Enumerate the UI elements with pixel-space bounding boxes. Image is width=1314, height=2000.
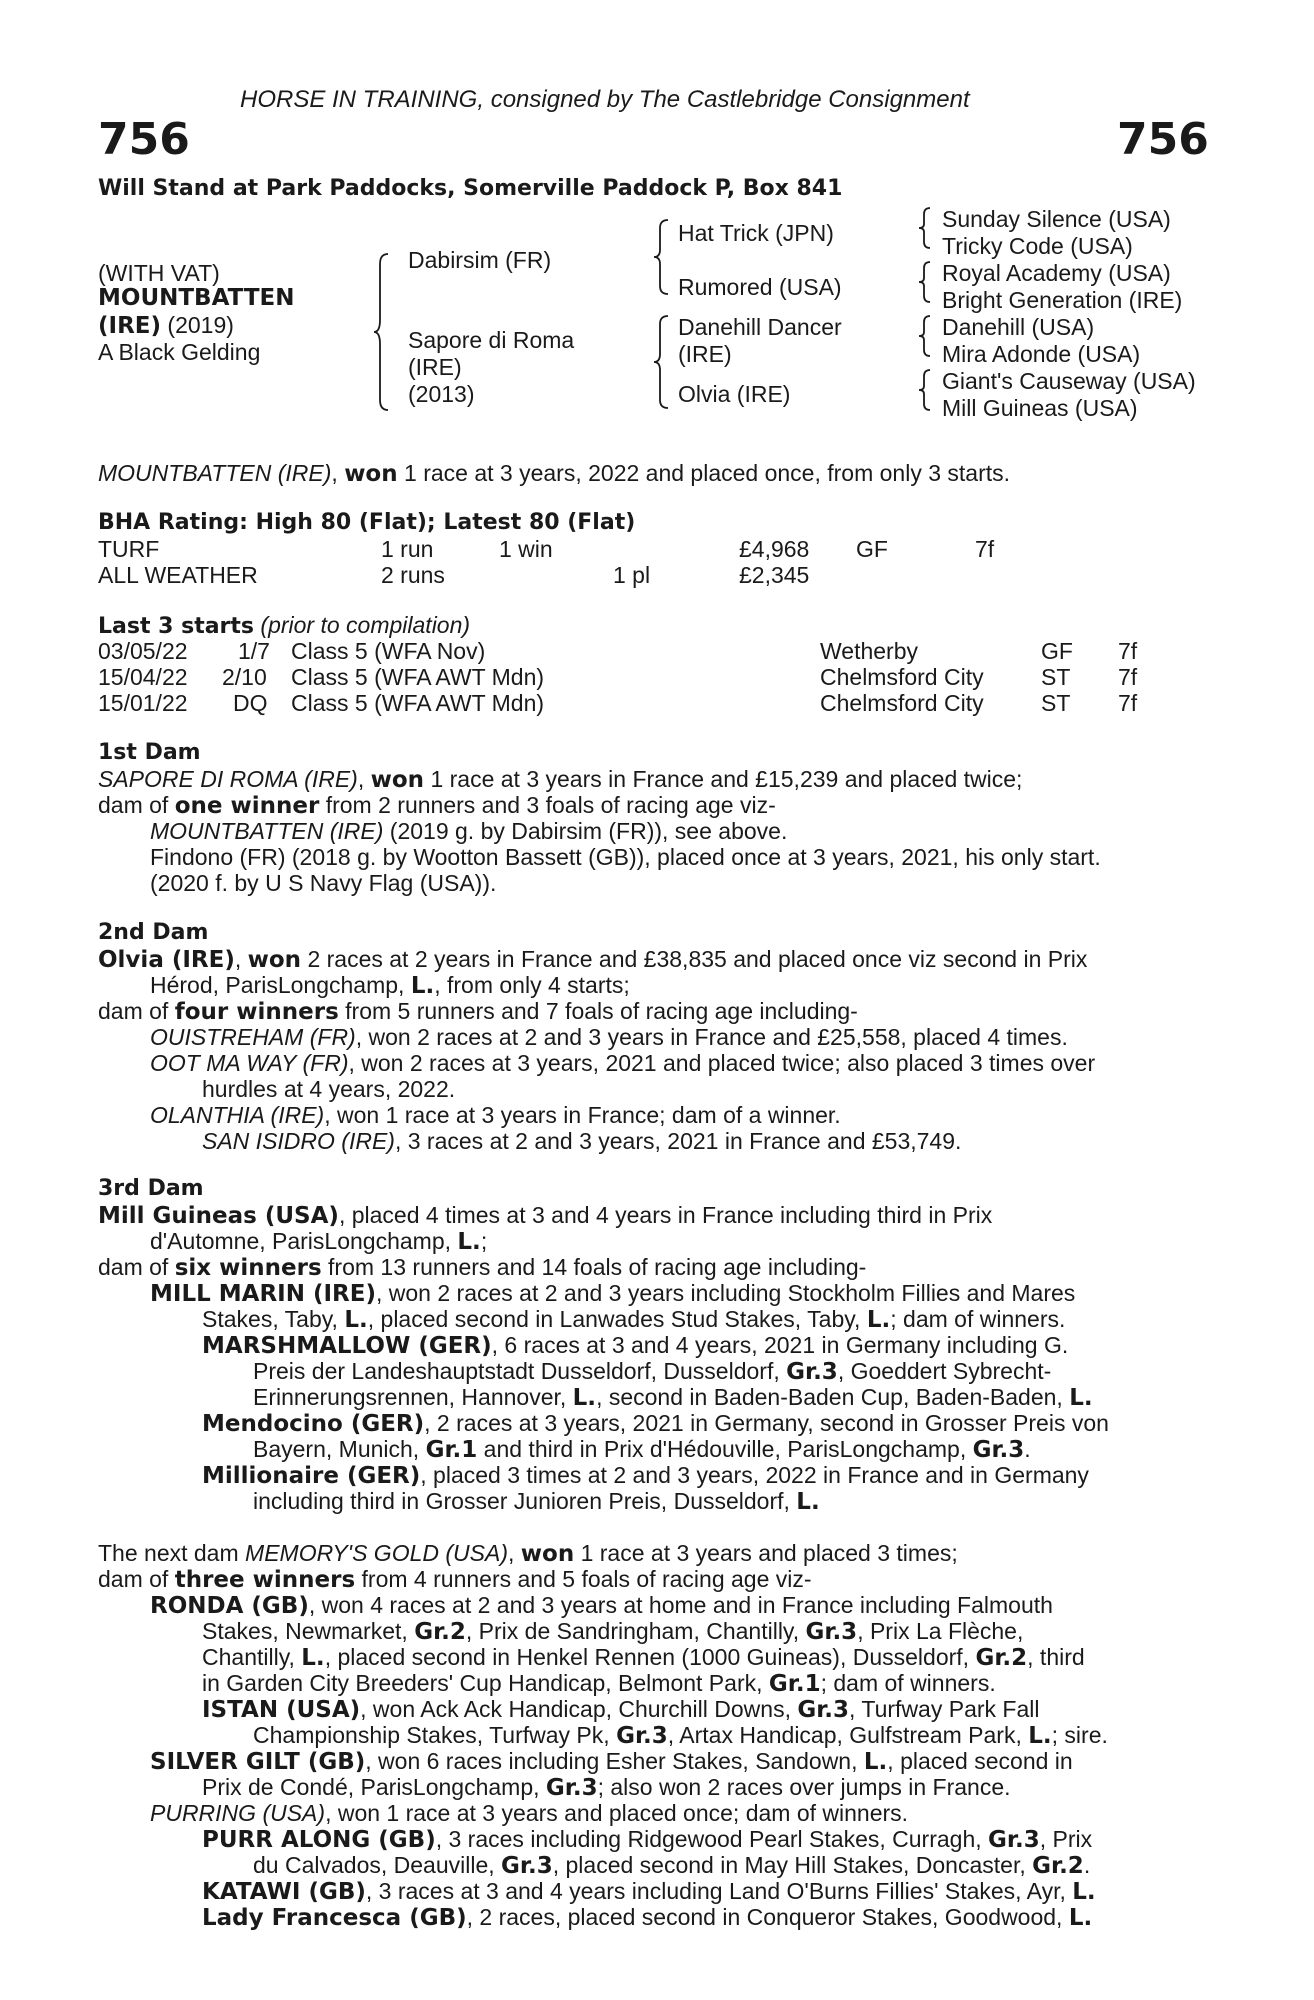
pedigree-brace-sire (652, 218, 672, 296)
text: Hérod, ParisLongchamp, (150, 972, 411, 998)
pedigree-brace-g1 (917, 206, 933, 250)
first-dam-record: 1 race at 3 years in France and £15,239 and placed twice; (424, 766, 1023, 792)
produce-entry (150, 1024, 1068, 1050)
text: , from only 4 starts; (434, 972, 630, 998)
text: Prix de Condé, ParisLongchamp, (202, 1774, 546, 1800)
text: , Prix La Flèche, (857, 1618, 1024, 1644)
text: , 3 races including Ridgewood Pearl Stakes, Curragh, (435, 1826, 989, 1852)
second-dam-won: won (247, 947, 302, 973)
text: , placed second in Henkel Rennen (1000 Guineas), Dusseldorf, (324, 1644, 976, 1670)
last-starts-note: (prior to compilation) (254, 612, 471, 638)
produce-entry (202, 1696, 1206, 1723)
pedigree-brace-g2 (917, 260, 933, 304)
text: dam of (98, 1254, 175, 1280)
produce-entry (150, 1280, 1075, 1307)
pedigree-g8: Mill Guineas (USA) (942, 395, 1138, 421)
produce-entry (150, 1800, 908, 1826)
start-course: Chelmsford City (820, 664, 984, 690)
produce-entry (202, 1904, 1092, 1931)
second-dam-name: Olvia (IRE) (98, 947, 235, 973)
produce-name: SAN ISIDRO (IRE) (202, 1128, 395, 1154)
race-grade: Gr.1 (768, 1671, 821, 1697)
produce-entry-cont (202, 1774, 1011, 1801)
rating-row-runs: 1 run (381, 536, 434, 562)
produce-entry-cont (202, 1644, 1206, 1671)
produce-entry (202, 1128, 961, 1154)
produce-name: MILL MARIN (IRE) (150, 1281, 376, 1307)
summary-rest: 1 race at 3 years, 2022 and placed once, from only 3 starts. (397, 460, 1011, 486)
produce-name: OLANTHIA (IRE) (150, 1102, 325, 1128)
second-dam-record: 2 races at 2 years in France and £38,835 and placed once viz second in Prix (301, 946, 1088, 972)
first-dam-line: SAPORE DI ROMA (IRE), won 1 race at 3 years in France and £15,239 and placed twice; (98, 766, 1023, 793)
race-grade: L. (796, 1489, 820, 1515)
text: Chantilly, (202, 1644, 302, 1670)
produce-record: , won 1 race at 3 years and placed once; dam of winners. (325, 1800, 909, 1826)
winners-count: three winners (174, 1567, 356, 1593)
produce-name: MOUNTBATTEN (IRE) (150, 818, 384, 844)
last-starts-title: Last 3 starts (98, 614, 255, 639)
produce-entry (150, 1748, 1073, 1775)
produce-entry (150, 818, 787, 844)
summary-won: won (344, 461, 398, 487)
pedigree-dam-line1: Sapore di Roma (408, 327, 575, 353)
text: from 5 runners and 7 foals of racing age including- (338, 998, 858, 1024)
text: , (507, 1540, 521, 1566)
pedigree-g2: Tricky Code (USA) (942, 233, 1133, 259)
race-grade: Gr.3 (988, 1827, 1040, 1853)
next-dam-produce-summary (98, 1566, 812, 1593)
rating-row-surface: ALL WEATHER (98, 562, 258, 588)
text: including third in Grosser Junioren Preis, Dusseldorf, (253, 1488, 797, 1514)
lot-number-left: 756 (98, 114, 190, 165)
rating-row-wins: 1 win (499, 536, 553, 562)
text: from 13 runners and 14 foals of racing age including- (321, 1254, 867, 1280)
winners-count: one winner (174, 793, 320, 819)
bha-rating-heading: BHA Rating: High 80 (Flat); Latest 80 (Flat) (98, 510, 636, 535)
race-grade: Gr.3 (972, 1437, 1025, 1463)
text: The next dam (98, 1540, 246, 1566)
text: , third (1027, 1644, 1085, 1670)
produce-entry (150, 1050, 1095, 1076)
rating-row-prize: £2,345 (739, 562, 810, 588)
produce-name: RONDA (GB) (150, 1593, 309, 1619)
produce-record: , won 1 race at 3 years in France; dam of a winner. (324, 1102, 841, 1128)
produce-name: Millionaire (GER) (202, 1463, 421, 1489)
race-grade: L. (301, 1645, 325, 1671)
start-position: DQ (233, 690, 268, 716)
pedigree-sire-sire: Hat Trick (JPN) (678, 220, 834, 246)
pedigree-dam-sire-line2: (IRE) (678, 341, 732, 367)
next-dam-name: MEMORY'S GOLD (USA) (245, 1540, 508, 1566)
pedigree-g1: Sunday Silence (USA) (942, 206, 1171, 232)
rating-row-placed: 1 pl (613, 562, 651, 588)
text: du Calvados, Deauville, (253, 1852, 502, 1878)
text: d'Automne, ParisLongchamp, (150, 1228, 458, 1254)
text: dam of (98, 792, 175, 818)
race-grade: L. (1028, 1723, 1052, 1749)
start-course: Chelmsford City (820, 690, 984, 716)
produce-record: , placed 3 times at 2 and 3 years, 2022 in France and in Germany (420, 1462, 1089, 1488)
produce-entry: (2020 f. by U S Navy Flag (USA)). (150, 870, 497, 896)
produce-entry (202, 1332, 1206, 1359)
produce-entry-cont (253, 1436, 1031, 1463)
produce-entry (202, 1878, 1096, 1905)
produce-name: KATAWI (GB) (202, 1879, 366, 1905)
summary-horse-name: MOUNTBATTEN (IRE) (98, 460, 332, 486)
third-dam-line-cont (150, 1228, 487, 1255)
pedigree-sire-dam: Rumored (USA) (678, 274, 842, 300)
produce-name: OUISTREHAM (FR) (150, 1024, 356, 1050)
produce-name: OOT MA WAY (FR) (150, 1050, 349, 1076)
race-grade: L. (410, 973, 435, 999)
produce-name: SILVER GILT (GB) (150, 1749, 366, 1775)
produce-entry (150, 1102, 841, 1128)
text: , placed second in Lanwades Stud Stakes, Taby, (367, 1306, 867, 1332)
start-distance: 7f (1118, 690, 1138, 716)
vat-note: (WITH VAT) (98, 260, 220, 286)
produce-entry (202, 1410, 1109, 1437)
text: and third in Prix d'Hédouville, ParisLongchamp, (477, 1436, 973, 1462)
produce-record: , won 2 races at 2 and 3 years in France and £25,558, placed 4 times. (355, 1024, 1068, 1050)
text: , Artax Handicap, Gulfstream Park, (667, 1722, 1029, 1748)
text: ; (480, 1228, 488, 1254)
pedigree-dam-line3: (2013) (408, 381, 475, 407)
race-grade: L. (1068, 1905, 1093, 1931)
race-grade: Gr.3 (501, 1853, 553, 1879)
produce-entry (150, 1592, 1206, 1619)
pedigree-brace-parents (372, 252, 392, 412)
produce-entry-cont (253, 1852, 1090, 1879)
start-distance: 7f (1118, 638, 1138, 664)
produce-entry-cont (253, 1384, 1093, 1411)
produce-entry (202, 1826, 1092, 1853)
second-dam-heading: 2nd Dam (98, 920, 209, 945)
text: ; dam of winners. (890, 1306, 1066, 1332)
race-grade: Gr.3 (616, 1723, 668, 1749)
race-grade: Gr.3 (545, 1775, 598, 1801)
start-race: Class 5 (WFA AWT Mdn) (291, 664, 545, 690)
next-dam-line (98, 1540, 958, 1567)
text: ; sire. (1051, 1722, 1108, 1748)
text: . (1024, 1436, 1031, 1462)
text: , Goeddert Sybrecht- (837, 1358, 1052, 1384)
produce-entry: Findono (FR) (2018 g. by Wootton Bassett (GB)), placed once at 3 years, 2021, his only start. (150, 844, 1101, 870)
start-race: Class 5 (WFA AWT Mdn) (291, 690, 545, 716)
third-dam-line (98, 1202, 1206, 1229)
produce-name: Mendocino (GER) (202, 1411, 425, 1437)
race-grade: Gr.3 (805, 1619, 858, 1645)
text: ; also won 2 races over jumps in France. (597, 1774, 1011, 1800)
pedigree-dam-line2: (IRE) (408, 354, 462, 380)
start-going: GF (1041, 638, 1073, 664)
race-grade: L. (344, 1307, 368, 1333)
third-dam-record: , placed 4 times at 3 and 4 years in France including third in Prix (338, 1202, 993, 1228)
produce-entry-cont (253, 1358, 1206, 1385)
horse-origin-year (98, 312, 234, 339)
rating-row-surface: TURF (98, 536, 160, 562)
start-position: 2/10 (222, 664, 267, 690)
produce-entry-cont (253, 1488, 820, 1515)
text: dam of (98, 998, 175, 1024)
text: . (1083, 1852, 1091, 1878)
pedigree-dam-sire-line1: Danehill Dancer (678, 314, 842, 340)
text: Bayern, Munich, (253, 1436, 426, 1462)
first-dam-heading: 1st Dam (98, 740, 201, 765)
produce-entry-cont (253, 1722, 1108, 1749)
horse-description: A Black Gelding (98, 339, 261, 365)
pedigree-dam-dam: Olvia (IRE) (678, 381, 791, 407)
rating-row-runs: 2 runs (381, 562, 445, 588)
text: , placed second in (887, 1748, 1073, 1774)
race-grade: L. (572, 1385, 597, 1411)
pedigree-g4: Bright Generation (IRE) (942, 287, 1183, 313)
produce-name: Lady Francesca (GB) (202, 1905, 467, 1931)
foaling-year: (2019) (161, 312, 234, 338)
text: , placed second in May Hill Stakes, Doncaster, (552, 1852, 1033, 1878)
text: , won 6 races including Esher Stakes, Sandown, (365, 1748, 864, 1774)
third-dam-name: Mill Guineas (USA) (98, 1203, 339, 1229)
second-dam-produce-summary (98, 998, 858, 1025)
text: , second in Baden-Baden Cup, Baden-Baden, (596, 1384, 1070, 1410)
first-dam-produce-summary (98, 792, 776, 819)
race-grade: L. (1072, 1879, 1096, 1905)
text: from 4 runners and 5 foals of racing age viz- (355, 1566, 812, 1592)
pedigree-brace-g3 (917, 314, 933, 358)
winners-count: six winners (174, 1255, 322, 1281)
stabling-location: Will Stand at Park Paddocks, Somerville Paddock P, Box 841 (98, 176, 843, 201)
text: Stakes, Taby, (202, 1306, 345, 1332)
second-dam-line: Olvia (IRE), won 2 races at 2 years in France and £38,835 and placed once viz second in Prix (98, 946, 1088, 973)
race-grade: L. (1069, 1385, 1093, 1411)
text: Stakes, Newmarket, (202, 1618, 415, 1644)
text: Preis der Landeshauptstadt Dusseldorf, Dusseldorf, (253, 1358, 787, 1384)
text: from 2 runners and 3 foals of racing age viz- (319, 792, 776, 818)
race-grade: Gr.2 (1032, 1853, 1084, 1879)
pedigree-g6: Mira Adonde (USA) (942, 341, 1141, 367)
produce-name: MARSHMALLOW (GER) (202, 1333, 492, 1359)
text: Championship Stakes, Turfway Pk, (253, 1722, 617, 1748)
race-grade: Gr.2 (975, 1645, 1028, 1671)
first-dam-won: won (370, 767, 425, 793)
start-position: 1/7 (238, 638, 270, 664)
second-dam-line-cont (150, 972, 630, 999)
text: in Garden City Breeders' Cup Handicap, Belmont Park, (202, 1670, 769, 1696)
start-date: 15/01/22 (98, 690, 188, 716)
produce-name: PURRING (USA) (150, 1800, 326, 1826)
produce-name: ISTAN (USA) (202, 1697, 361, 1723)
text: , Turfway Park Fall (849, 1696, 1040, 1722)
produce-record: , won 4 races at 2 and 3 years at home and in France including Falmouth (308, 1592, 1053, 1618)
produce-name: PURR ALONG (GB) (202, 1827, 436, 1853)
produce-record: (2019 g. by Dabirsim (FR)), see above. (383, 818, 788, 844)
consignment-line: HORSE IN TRAINING, consigned by The Castlebridge Consignment (240, 86, 970, 113)
pedigree-g3: Royal Academy (USA) (942, 260, 1171, 286)
text: dam of (98, 1566, 175, 1592)
third-dam-produce-summary (98, 1254, 866, 1281)
rating-row-going: GF (856, 536, 888, 562)
produce-record: , won 2 races at 3 years, 2021 and placed twice; also placed 3 times over (348, 1050, 1096, 1076)
pedigree-sire: Dabirsim (FR) (408, 247, 552, 273)
text: , 2 races, placed second in Conqueror Stakes, Goodwood, (466, 1904, 1069, 1930)
race-grade: Gr.2 (414, 1619, 466, 1645)
text: , won Ack Ack Handicap, Churchill Downs, (360, 1696, 798, 1722)
lot-number-right: 756 (1117, 114, 1209, 165)
pedigree-brace-g4 (917, 368, 933, 412)
pedigree-g7: Giant's Causeway (USA) (942, 368, 1196, 394)
text: , 3 races at 3 and 4 years including Land O'Burns Fillies' Stakes, Ayr, (365, 1878, 1073, 1904)
start-date: 03/05/22 (98, 638, 188, 664)
text: ; dam of winners. (820, 1670, 996, 1696)
produce-entry-cont (202, 1670, 996, 1697)
start-distance: 7f (1118, 664, 1138, 690)
race-grade: Gr.3 (797, 1697, 850, 1723)
start-date: 15/04/22 (98, 664, 188, 690)
produce-record: , 3 races at 2 and 3 years, 2021 in France and £53,749. (394, 1128, 962, 1154)
last-starts-heading (98, 612, 470, 640)
race-summary: MOUNTBATTEN (IRE), won 1 race at 3 years, 2022 and placed once, from only 3 starts. (98, 460, 1011, 487)
winners-count: four winners (174, 999, 339, 1025)
produce-record: , won 2 races at 2 and 3 years including Stockholm Fillies and Mares (375, 1280, 1076, 1306)
produce-entry-cont (202, 1306, 1065, 1333)
produce-record: , 2 races at 3 years, 2021 in Germany, second in Grosser Preis von (424, 1410, 1109, 1436)
produce-entry-cont: hurdles at 4 years, 2022. (202, 1076, 456, 1102)
pedigree-brace-dam (652, 314, 672, 410)
start-going: ST (1041, 664, 1071, 690)
race-grade: L. (866, 1307, 891, 1333)
first-dam-name: SAPORE DI ROMA (IRE) (98, 766, 358, 792)
race-grade: Gr.3 (786, 1359, 838, 1385)
text: , Prix de Sandringham, Chantilly, (465, 1618, 806, 1644)
rating-row-prize: £4,968 (739, 536, 810, 562)
horse-origin: (IRE) (98, 313, 162, 339)
rating-row-distance: 7f (975, 536, 995, 562)
produce-entry-cont (202, 1618, 1206, 1645)
start-race: Class 5 (WFA Nov) (291, 638, 486, 664)
horse-name: MOUNTBATTEN (98, 285, 295, 311)
next-dam-won: won (520, 1541, 575, 1567)
pedigree-g5: Danehill (USA) (942, 314, 1095, 340)
race-grade: L. (457, 1229, 481, 1255)
start-course: Wetherby (820, 638, 919, 664)
produce-record: , 6 races at 3 and 4 years, 2021 in Germany including G. (491, 1332, 1069, 1358)
start-going: ST (1041, 690, 1071, 716)
produce-entry (202, 1462, 1089, 1489)
race-grade: L. (863, 1749, 888, 1775)
text: , Prix (1039, 1826, 1093, 1852)
text: Erinnerungsrennen, Hannover, (253, 1384, 573, 1410)
race-grade: Gr.1 (425, 1437, 478, 1463)
next-dam-record: 1 race at 3 years and placed 3 times; (574, 1540, 958, 1566)
third-dam-heading: 3rd Dam (98, 1176, 204, 1201)
